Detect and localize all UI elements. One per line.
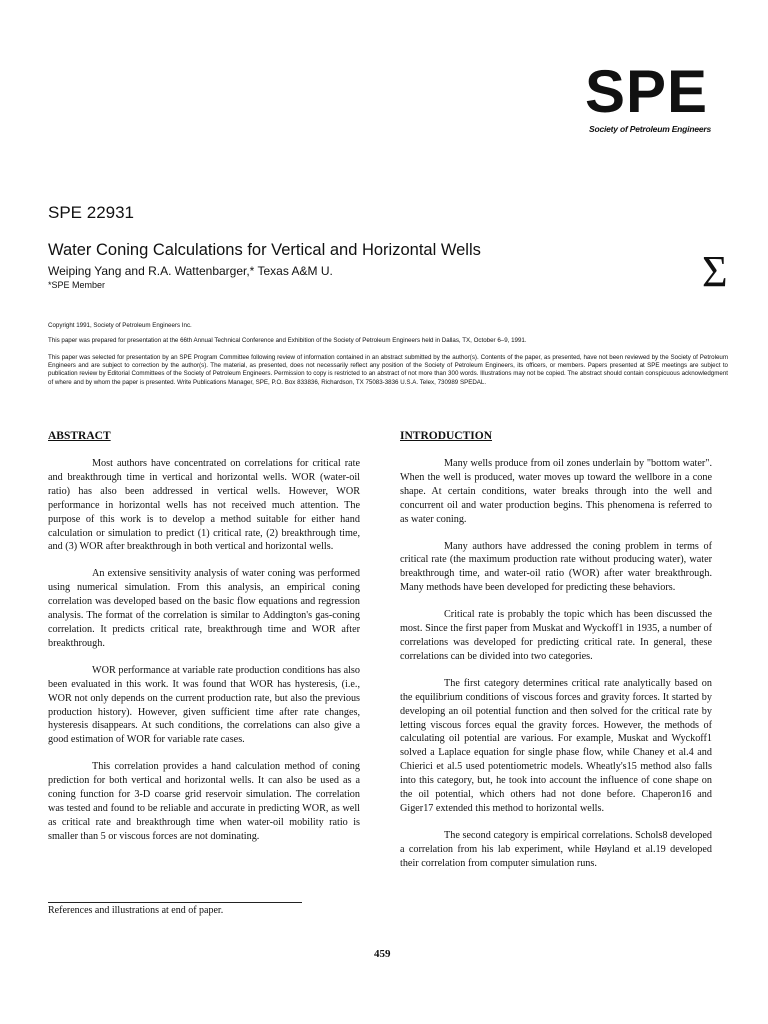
footnote-rule xyxy=(48,902,302,903)
abstract-paragraph: An extensive sensitivity analysis of water coning was performed using numerical simulation. From this analysis, an empirical coning correlation was developed based on the basic flow equations and regression analysis. The format of the correlation is similar to Addington's gas-coning correlation. It predicts critical rate, breakthrough time and WOR after breakthrough. xyxy=(48,568,360,649)
selection-notice: This paper was selected for presentation by an SPE Program Committee following review of information contained in an abstract submitted by the author(s). Contents of the paper, as presented, have not been reviewed by the Society of Petroleum Engineers and are subject to correction by the author(s). The material, as presented, does not necessarily reflect any position of the Society of Petroleum Engineers, its officers, or members. Papers presented at SPE meetings are subject to publication review by Editorial Committees of the Society of Petroleum Engineers. Permission to copy is restricted to an abstract of not more than 300 words. Illustrations may not be copied. The abstract should contain conspicuous acknowledgment of where and by whom the paper is presented. Write Publications Manager, SPE, P.O. Box 833836, Richardson, TX 75083-3836 U.S.A. Telex, 730989 SPEDAL. xyxy=(48,354,728,386)
introduction-heading: INTRODUCTION xyxy=(400,430,493,442)
copyright-notice: Copyright 1991, Society of Petroleum Engineers Inc. xyxy=(48,322,192,329)
abstract-body xyxy=(48,457,360,844)
introduction-body xyxy=(400,457,712,871)
authors: Weiping Yang and R.A. Wattenbarger,* Texas A&M U. xyxy=(48,264,333,278)
paper-title: Water Coning Calculations for Vertical and Horizontal Wells xyxy=(48,241,481,259)
introduction-paragraph: The second category is empirical correlations. Schols8 developed a correlation from his lab experiment, while Høyland et al.19 developed their correlation from computer simulation runs. xyxy=(400,829,712,869)
paper-number: SPE 22931 xyxy=(48,203,135,222)
introduction-paragraph: Many authors have addressed the coning problem in terms of critical rate (the maximum production rate without producing water), water breakthrough time, and water-oil ratio (WOR) after water breakthrough. Many methods have been developed for predicting these behaviors. xyxy=(400,540,712,594)
introduction-paragraph: Critical rate is probably the topic which has been discussed the most. Since the first paper from Muskat and Wyckoff1 in 1935, a number of correlations was developed for predicting critical rate. In general, these correlations can be divided into two categories. xyxy=(400,609,712,662)
sigma-icon: Σ xyxy=(702,247,728,296)
presentation-notice: This paper was prepared for presentation at the 66th Annual Technical Conference and Exhibition of the Society of Petroleum Engineers held in Dallas, TX, October 6–9, 1991. xyxy=(48,337,527,344)
footnote: References and illustrations at end of paper. xyxy=(48,905,224,916)
spe-logo-text: SPE xyxy=(585,58,709,125)
member-note: *SPE Member xyxy=(48,280,106,290)
spe-logo-subtitle: Society of Petroleum Engineers xyxy=(589,124,712,134)
abstract-paragraph: Most authors have concentrated on correlations for critical rate and breakthrough time in vertical and horizontal wells. WOR (water-oil ratio) has also been addressed in vertical wells. However, WOR performance in horizontal wells has not received much attention. The purpose of this work is to develop a method suitable for either hand calculation or simulation to predict (1) critical rate, (2) breakthrough time, and (3) WOR after breakthrough in both vertical and horizontal wells. xyxy=(48,458,360,553)
introduction-paragraph: The first category determines critical rate analytically based on the equilibrium conditions of viscous forces and gravity forces. It started by developing an oil potential function and then solved for the critical rate by letting viscous forces equal the gravity forces. However, the methods of calculating oil potential are various. For example, Muskat and Wyckoff1 solved a Laplace equation for single phase flow, while Chaney et al.4 and Chierici et al.5 used potentiometric models. Wheatly's15 method also falls into this category, but, he took into account the influence of cone shape on the oil potential, which others had not done before. Chaperon16 and Giger17 extended this method to horizontal wells. xyxy=(400,677,712,814)
abstract-heading: ABSTRACT xyxy=(48,430,111,442)
abstract-paragraph: This correlation provides a hand calculation method of coning prediction for both vertical and horizontal wells. It can also be used as a coning function for 3-D coarse grid reservoir simulation. The correlation was tested and found to be reliable and accurate in predicting WOR, as well as critical rate and breakthrough time when water-oil mobility ratio is smaller than 5 or viscous forces are not dominating. xyxy=(48,761,360,842)
introduction-paragraph: Many wells produce from oil zones underlain by "bottom water". When the well is produced, water moves up toward the wellbore in a cone shape. At certain conditions, water breaks through into the well and concurrent oil and water production begins. This phenomena is referred to as water coning. xyxy=(400,458,712,525)
page-number: 459 xyxy=(374,948,391,960)
abstract-paragraph: WOR performance at variable rate production conditions has also been evaluated in this work. It was found that WOR has hysteresis, (i.e., WOR not only depends on the current production rate, but also the previous production history). However, given sufficient time after rate changes, hysteresis disappears. At such conditions, the correlations can also give a good estimation of WOR for variable rate cases. xyxy=(48,664,360,746)
spe-logo xyxy=(585,58,745,134)
